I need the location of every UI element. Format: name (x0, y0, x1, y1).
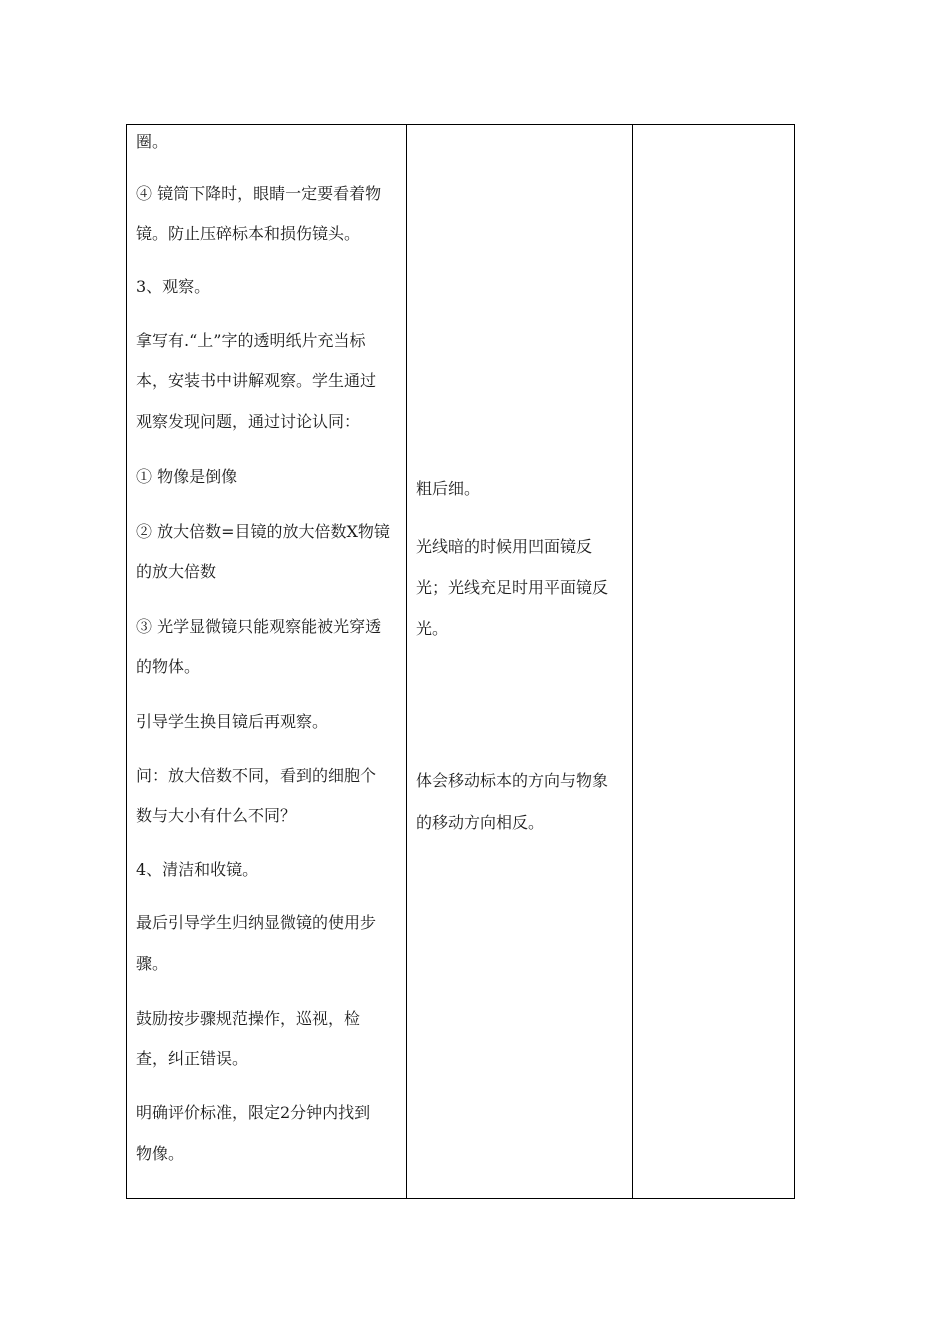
student-activity-column (407, 125, 633, 1198)
paragraph: 体会移动标本的方向与物象 (416, 771, 609, 790)
paragraph: 查，纠正错误。 (136, 1049, 249, 1068)
paragraph: 问：放大倍数不同，看到的细胞个 (136, 766, 377, 785)
paragraph: ④ 镜筒下降时，眼睛一定要看着物 (136, 184, 382, 203)
paragraph: ② 放大倍数=目镜的放大倍数X物镜 (136, 522, 390, 541)
paragraph: 3、观察。 (136, 277, 211, 296)
paragraph: 的放大倍数 (136, 562, 217, 581)
paragraph: 的移动方向相反。 (416, 813, 545, 832)
paragraph: 4、清洁和收镜。 (136, 860, 259, 879)
paragraph: 的物体。 (136, 657, 201, 676)
paragraph: 光；光线充足时用平面镜反 (416, 578, 609, 597)
paragraph: 明确评价标准，限定2分钟内找到 (136, 1103, 371, 1122)
paragraph: 圈。 (136, 132, 169, 151)
paragraph: ③ 光学显微镜只能观察能被光穿透 (136, 617, 382, 636)
paragraph: 光线暗的时候用凹面镜反 (416, 537, 593, 556)
paragraph: 鼓励按步骤规范操作，巡视，检 (136, 1009, 361, 1028)
lesson-plan-table (126, 124, 795, 1199)
paragraph: 引导学生换目镜后再观察。 (136, 712, 329, 731)
paragraph: 最后引导学生归纳显微镜的使用步 (136, 913, 377, 932)
paragraph: 镜。防止压碎标本和损伤镜头。 (136, 224, 361, 243)
paragraph: 观察发现问题，通过讨论认同： (136, 412, 361, 431)
paragraph: 物像。 (136, 1144, 185, 1163)
paragraph: 本，安装书中讲解观察。学生通过 (136, 371, 377, 390)
paragraph: 数与大小有什么不同？ (136, 806, 297, 825)
paragraph: 骤。 (136, 954, 169, 973)
notes-column (633, 125, 794, 1198)
paragraph: ① 物像是倒像 (136, 467, 238, 486)
paragraph: 光。 (416, 619, 449, 638)
paragraph: 粗后细。 (416, 479, 481, 498)
teacher-activity-column (127, 125, 407, 1198)
paragraph: 拿写有.“上”字的透明纸片充当标 (136, 331, 366, 350)
